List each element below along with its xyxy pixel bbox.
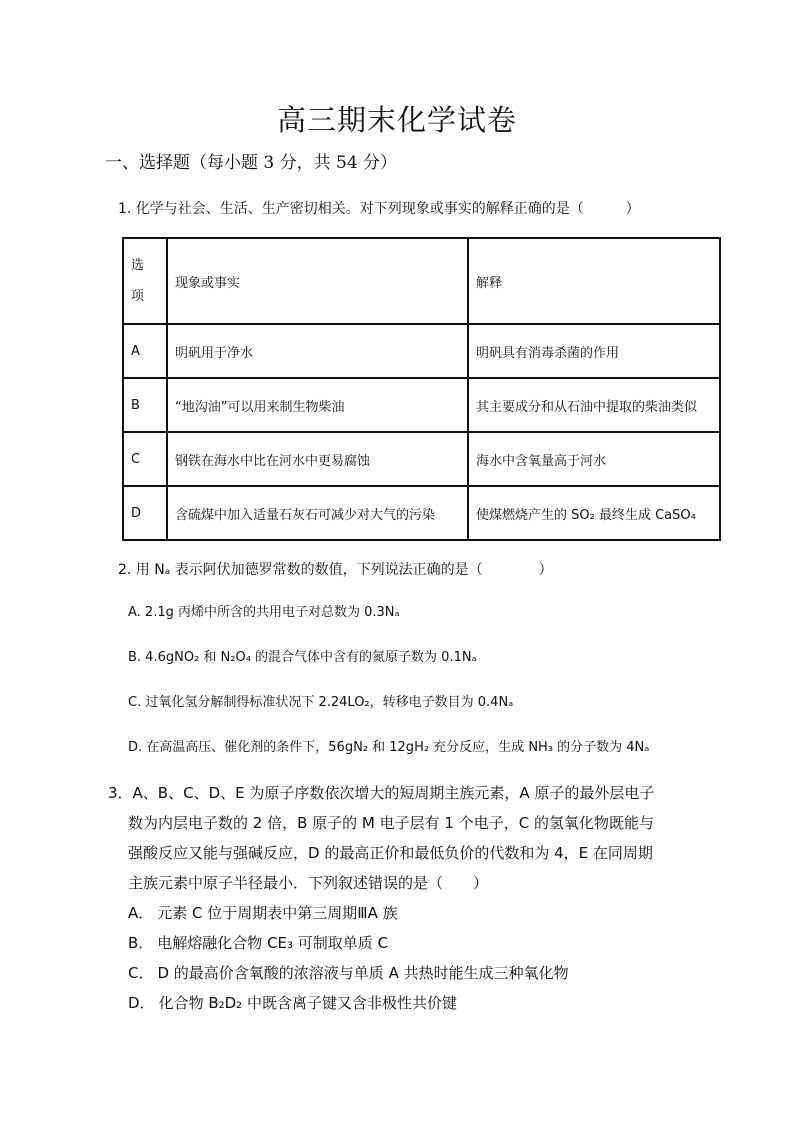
table-cell-explanation: 明矾具有消毒杀菌的作用	[468, 324, 720, 378]
question-2-option-d: D. 在高温高压、催化剂的条件下，56gN₂ 和 12gH₂ 充分反应，生成 NH₃ 的分子数为 4Nₐ	[128, 740, 650, 755]
table-cell-explanation: 海水中含氧量高于河水	[468, 432, 720, 486]
table-cell-option: B	[123, 378, 167, 432]
table-cell-explanation: 其主要成分和从石油中提取的柴油类似	[468, 378, 720, 432]
table-cell-explanation: 使煤燃烧产生的 SO₂ 最终生成 CaSO₄	[468, 486, 720, 540]
question-1-table	[122, 237, 721, 541]
question-3-choice-b	[108, 928, 708, 958]
question-3-stem-line: 强酸反应又能与强碱反应，D 的最高正价和最低负价的代数和为 4，E 在同周期	[128, 844, 653, 862]
exam-title: 高三期末化学试卷	[276, 103, 517, 137]
table-cell-option: A	[123, 324, 167, 378]
question-3-choice-d	[108, 988, 708, 1018]
choice-label: D．	[128, 994, 155, 1012]
question-3-stem-line: 3．A、B、C、D、E 为原子序数依次增大的短周期主族元素，A 原子的最外层电子	[108, 784, 655, 802]
option-column-header: 选项	[131, 258, 145, 304]
question-2-stem: 2. 用 Nₐ 表示阿伏加德罗常数的数值，下列说法正确的是（ ）	[118, 562, 553, 578]
choice-text: 元素 C 位于周期表中第三周期ⅢA 族	[157, 904, 398, 922]
table-row	[123, 432, 720, 486]
table-header-row	[123, 238, 720, 324]
choice-label: B．	[128, 934, 154, 952]
section-heading: 一、选择题（每小题 3 分，共 54 分）	[105, 153, 398, 173]
choice-text: 化合物 B₂D₂ 中既含离子键又含非极性共价键	[158, 994, 457, 1012]
table-cell-fact: 钢铁在海水中比在河水中更易腐蚀	[167, 432, 468, 486]
table-cell-fact: “地沟油”可以用来制生物柴油	[167, 378, 468, 432]
table-cell-fact: 含硫煤中加入适量石灰石可减少对大气的污染	[167, 486, 468, 540]
choice-label: C．	[128, 964, 154, 982]
question-3-stem-line: 主族元素中原子半径最小．下列叙述错误的是（ ）	[128, 874, 489, 892]
table-row	[123, 486, 720, 540]
question-3-stem-line: 数为内层电子数的 2 倍，B 原子的 M 电子层有 1 个电子，C 的氢氧化物既能与	[128, 814, 654, 832]
question-3	[108, 778, 708, 1018]
choice-label: A．	[128, 904, 154, 922]
table-row	[123, 378, 720, 432]
table-header-cell	[123, 238, 167, 324]
table-cell-fact: 明矾用于净水	[167, 324, 468, 378]
question-1-stem: 1. 化学与社会、生活、生产密切相关。对下列现象或事实的解释正确的是（ ）	[118, 201, 640, 217]
table-row	[123, 324, 720, 378]
table-cell-option: C	[123, 432, 167, 486]
question-3-choice-c	[108, 958, 708, 988]
table-header-cell: 解释	[468, 238, 720, 324]
question-3-choice-a	[108, 898, 708, 928]
table-cell-option: D	[123, 486, 167, 540]
question-2-option-b: B. 4.6gNO₂ 和 N₂O₄ 的混合气体中含有的氮原子数为 0.1Nₐ	[128, 650, 477, 665]
question-2-option-c: C. 过氧化氢分解制得标准状况下 2.24LO₂，转移电子数目为 0.4Nₐ	[128, 695, 514, 710]
table-header-cell: 现象或事实	[167, 238, 468, 324]
choice-text: D 的最高价含氧酸的浓溶液与单质 A 共热时能生成三种氧化物	[157, 964, 569, 982]
question-2-option-a: A. 2.1g 丙烯中所含的共用电子对总数为 0.3Nₐ	[128, 605, 400, 620]
choice-text: 电解熔融化合物 CE₃ 可制取单质 C	[157, 934, 389, 952]
